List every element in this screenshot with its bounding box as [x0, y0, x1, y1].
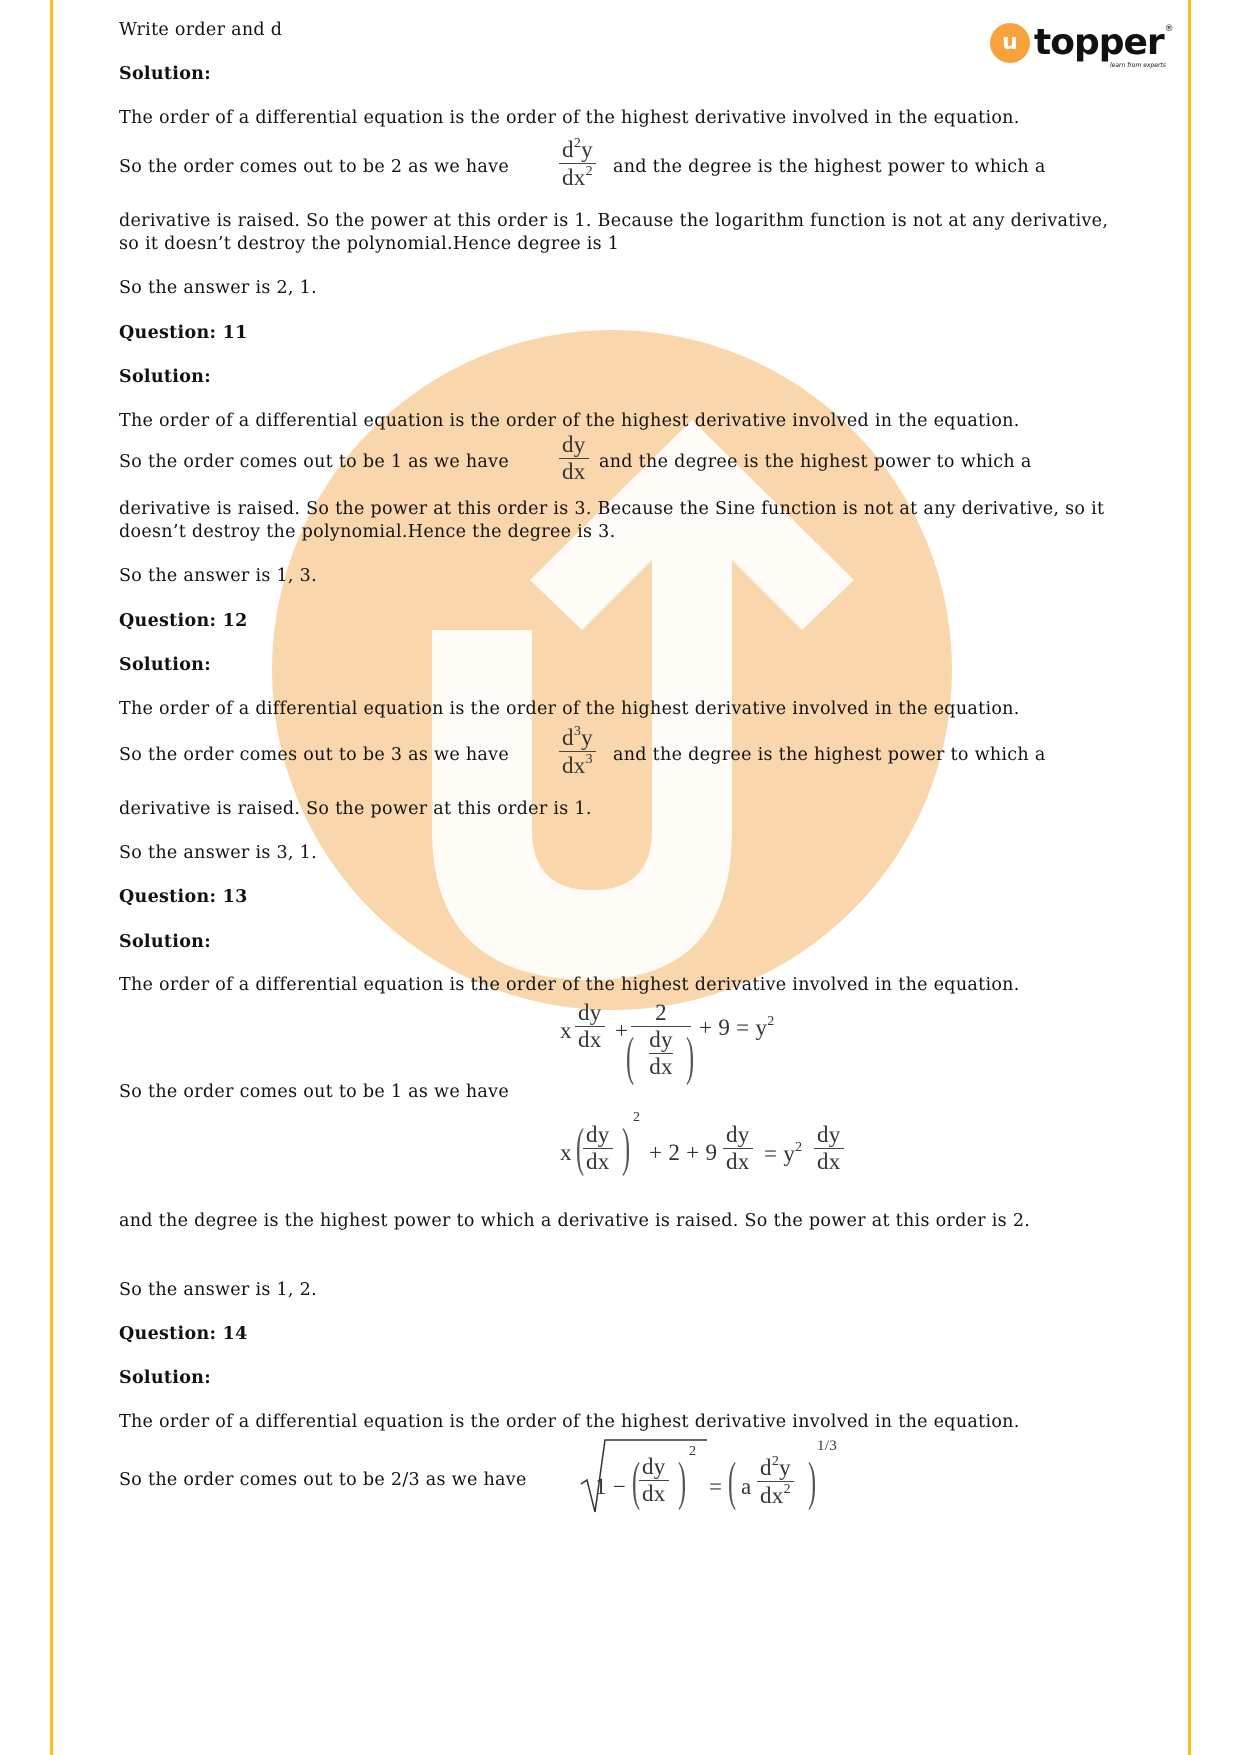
q11-paragraph-1: The order of a differential equation is the order of the highest derivative involved in the equation. [119, 411, 1020, 431]
q13-paragraph-3: and the degree is the highest power to which a derivative is raised. So the power at this order is 2. [119, 1211, 1031, 1231]
q14-title: Question: 14 [119, 1324, 248, 1344]
q11-paragraph-2b: and the degree is the highest power to which a [599, 452, 1032, 472]
logo-tagline: learn from experts [1110, 62, 1166, 69]
q10-solution-label: Solution: [119, 64, 211, 84]
q11-solution-label: Solution: [119, 367, 211, 387]
watermark-logo [272, 330, 952, 1010]
q12-title: Question: 12 [119, 611, 248, 631]
q10-answer: So the answer is 2, 1. [119, 278, 317, 298]
q13-title: Question: 13 [119, 887, 248, 907]
q11-fraction-dy-dx: $\frac{dy}{dx}$ [559, 432, 589, 485]
registered-mark: ® [1164, 24, 1174, 34]
q10-paragraph-2b: and the degree is the highest power to which a [613, 157, 1046, 177]
q10-paragraph-3: derivative is raised. So the power at this order is 1. Because the logarithm function is not at any derivative, so it doesn’t destroy the polynomial.Hence degree is 1 [119, 211, 1109, 254]
q14-solution-label: Solution: [119, 1368, 211, 1388]
q13-solution-label: Solution: [119, 932, 211, 952]
topper-logo[interactable] [990, 22, 1174, 69]
q12-fraction-d3y-dx3: $\frac{d^3y}{dx^3}$ [559, 724, 596, 779]
left-page-border [50, 0, 53, 1755]
q12-paragraph-2b: and the degree is the highest power to which a [613, 745, 1046, 765]
q14-paragraph-2: So the order comes out to be 2/3 as we have [119, 1470, 527, 1490]
right-page-border [1188, 0, 1191, 1755]
q12-paragraph-3: derivative is raised. So the power at this order is 1. [119, 799, 592, 819]
q11-paragraph-3: derivative is raised. So the power at this order is 3. Because the Sine function is not at any derivative, so it doesn’t destroy the polynomial.Hence the degree is 3. [119, 499, 1105, 542]
q10-paragraph-2a: So the order comes out to be 2 as we have [119, 157, 510, 177]
q12-paragraph-2a: So the order comes out to be 3 as we have [119, 745, 510, 765]
q12-solution-label: Solution: [119, 655, 211, 675]
q11-title: Question: 11 [119, 323, 248, 343]
q12-paragraph-1: The order of a differential equation is the order of the highest derivative involved in the equation. [119, 699, 1020, 719]
q13-answer: So the answer is 1, 2. [119, 1280, 317, 1300]
q11-paragraph-2a: So the order comes out to be 1 as we have [119, 452, 510, 472]
q10-paragraph-1: The order of a differential equation is the order of the highest derivative involved in the equation. [119, 108, 1020, 128]
q11-answer: So the answer is 1, 3. [119, 566, 317, 586]
header-text: Write order and d [119, 20, 283, 40]
q13-paragraph-1: The order of a differential equation is the order of the highest derivative involved in the equation. [119, 975, 1020, 995]
logo-wordmark: topper [1034, 22, 1164, 63]
q13-paragraph-2: So the order comes out to be 1 as we have [119, 1082, 510, 1102]
q14-paragraph-1: The order of a differential equation is the order of the highest derivative involved in the equation. [119, 1412, 1020, 1432]
logo-mark-icon: u [990, 23, 1030, 63]
q12-answer: So the answer is 3, 1. [119, 843, 317, 863]
q10-fraction-d2y-dx2: $\frac{d^2y}{dx^2}$ [559, 136, 596, 191]
